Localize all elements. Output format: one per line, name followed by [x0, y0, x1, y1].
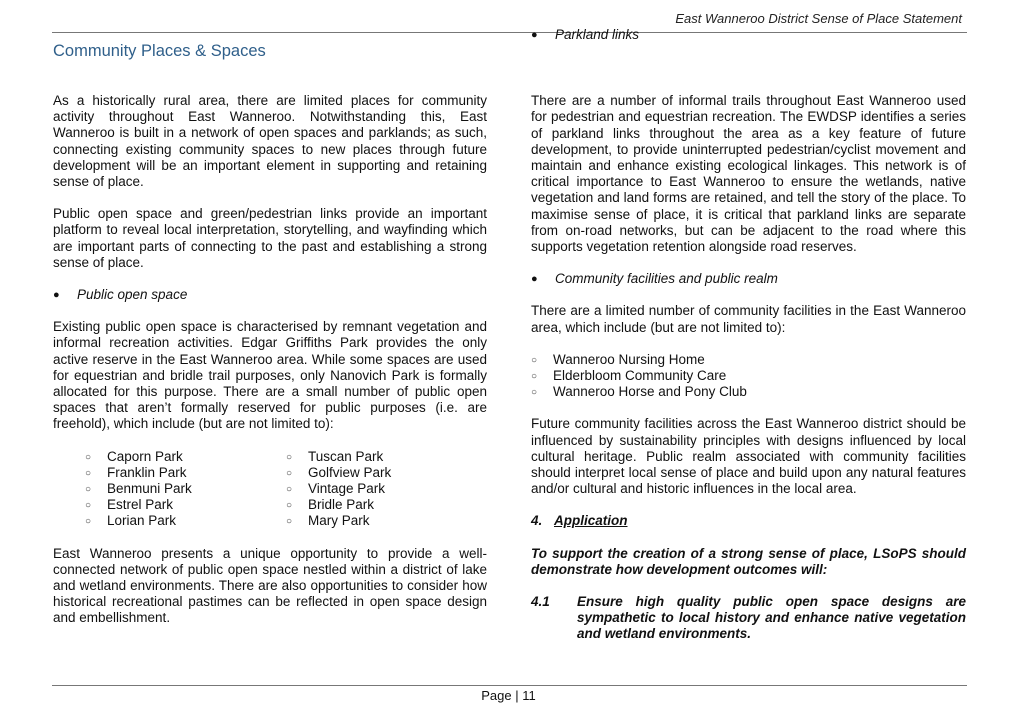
circle-bullet-icon: ○	[286, 484, 293, 496]
list-item	[85, 481, 286, 497]
list-item-label: Golfview Park	[308, 464, 392, 480]
application-intro: To support the creation of a strong sense of place, LSoPS should demonstrate how development outcomes will:	[531, 545, 966, 577]
bullet-heading-community-facilities	[531, 271, 966, 287]
list-item-label: Franklin Park	[107, 464, 187, 480]
paragraph: Public open space and green/pedestrian links provide an important platform to reveal local interpretation, storytelling, and wayfinding which are important parts of connecting to the past and establishing a strong sense of place.	[53, 206, 487, 270]
list-item	[531, 352, 966, 368]
facilities-list	[531, 352, 966, 401]
list-item-label: Wanneroo Horse and Pony Club	[553, 384, 747, 400]
list-item-label: Lorian Park	[107, 513, 177, 529]
right-column	[531, 27, 966, 643]
left-column	[53, 93, 487, 627]
page-number: Page | 11	[481, 688, 536, 703]
circle-bullet-icon: ○	[531, 354, 538, 366]
list-item-label: Elderbloom Community Care	[553, 368, 727, 384]
list-item	[85, 449, 286, 465]
circle-bullet-icon: ○	[286, 451, 293, 463]
paragraph: As a historically rural area, there are limited places for community activity throughout East Wanneroo. Notwithstanding this, East Wanneroo is built in a network of open spaces and parklands; as such, connecting existing community spaces to new places through future development will be an important element in supporting and retaining sense of place.	[53, 93, 487, 190]
list-item	[286, 465, 487, 481]
list-item-label: Estrel Park	[107, 497, 174, 513]
paragraph: There are a number of informal trails throughout East Wanneroo used for pedestrian and equestrian recreation. The EWDSP identifies a series of parkland links throughout the area as a key feature of future development, to provide uninterrupted pedestrian/cyclist movement and maintain and enhance existing ecological linkages. This network is of critical importance to East Wanneroo to ensure the wetlands, native vegetation and land forms are retained, and tell the story of the place. To maximise sense of place, it is critical that parkland links are separate from on-road networks, but can be adjacent to the road where this supports vegetation retention alongside road reserves.	[531, 93, 966, 255]
list-item	[286, 513, 487, 529]
list-item-label: Tuscan Park	[308, 448, 384, 464]
bullet-heading-label: Parkland links	[555, 27, 640, 42]
list-item-label: Benmuni Park	[107, 481, 192, 497]
bullet-heading-parkland-links	[531, 27, 966, 43]
paragraph: East Wanneroo presents a unique opportunity to provide a well-connected network of public open space nestled within a district of lake and wetland environments. There are also opportunities to consider how historical recreational pastimes can be reflected in open space design and embellishment.	[53, 545, 487, 626]
list-item-label: Caporn Park	[107, 448, 183, 464]
park-list-column-1	[85, 449, 286, 530]
bullet-heading-label: Community facilities and public realm	[555, 271, 778, 287]
list-item-label: Vintage Park	[308, 481, 386, 497]
running-header: East Wanneroo District Sense of Place Statement	[675, 11, 962, 26]
list-item-label: Mary Park	[308, 513, 370, 529]
application-title: Application	[554, 513, 628, 529]
application-heading	[531, 513, 966, 529]
circle-bullet-icon: ○	[286, 516, 293, 528]
application-item	[531, 594, 966, 643]
list-item-label: Wanneroo Nursing Home	[553, 351, 705, 367]
paragraph: Existing public open space is characterised by remnant vegetation and informal recreation activities. Edgar Griffiths Park provides the only active reserve in the East Wanneroo area. While some spaces are used for equestrian and bridle trail purposes, only Nanovich Park is formally allocated for this purpose. There are a small number of public open spaces that aren’t formally reserved for public purposes (i.e. are freehold), which include (but are not limited to):	[53, 319, 487, 432]
circle-bullet-icon: ○	[531, 371, 538, 383]
list-item	[286, 481, 487, 497]
circle-bullet-icon: ○	[85, 451, 92, 463]
bullet-heading-label: Public open space	[77, 287, 188, 303]
circle-bullet-icon: ○	[85, 500, 92, 512]
list-item	[85, 497, 286, 513]
list-item	[85, 513, 286, 529]
circle-bullet-icon: ○	[286, 467, 293, 479]
bullet-icon: ●	[53, 289, 60, 302]
bullet-icon: ●	[531, 273, 538, 286]
paragraph: Future community facilities across the East Wanneroo district should be influenced by sustainability principles with designs influenced by local cultural heritage. Public realm associated with community facilities should interpret local sense of place and build upon any natural features and/or cultural and historic influences in the local area.	[531, 416, 966, 497]
application-number: 4.	[531, 513, 543, 529]
footer-rule	[52, 685, 967, 686]
list-item	[85, 465, 286, 481]
park-list	[53, 449, 487, 530]
circle-bullet-icon: ○	[85, 516, 92, 528]
circle-bullet-icon: ○	[531, 387, 538, 399]
paragraph: There are a limited number of community facilities in the East Wanneroo area, which include (but are not limited to):	[531, 303, 966, 335]
section-heading: Community Places & Spaces	[53, 42, 266, 60]
bullet-icon: ●	[531, 29, 538, 41]
list-item-label: Bridle Park	[308, 497, 375, 513]
list-item	[531, 368, 966, 384]
circle-bullet-icon: ○	[85, 484, 92, 496]
circle-bullet-icon: ○	[286, 500, 293, 512]
list-item	[531, 384, 966, 400]
circle-bullet-icon: ○	[85, 467, 92, 479]
park-list-column-2	[286, 449, 487, 530]
item-number: 4.1	[531, 594, 550, 610]
list-item	[286, 497, 487, 513]
bullet-heading-public-open-space	[53, 287, 487, 303]
item-text: Ensure high quality public open space designs are sympathetic to local history and enhance native vegetation and wetland environments.	[577, 594, 966, 642]
list-item	[286, 449, 487, 465]
